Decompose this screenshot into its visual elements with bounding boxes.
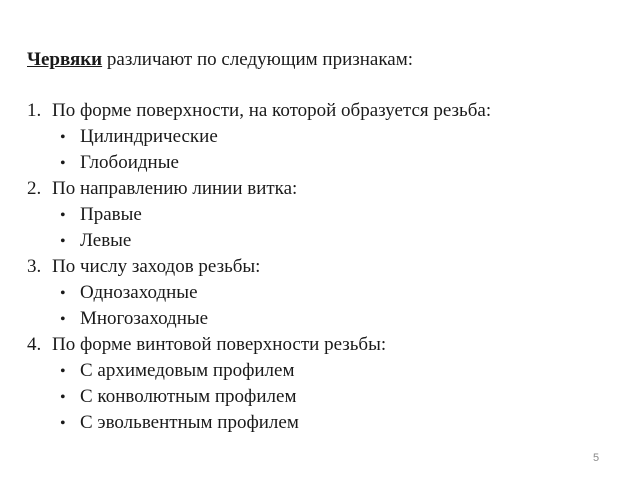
list-item bbox=[27, 202, 491, 228]
bullet-icon: • bbox=[60, 155, 66, 172]
list-item-text: Правые bbox=[80, 204, 142, 225]
intro-text: различают по следующим признакам: bbox=[102, 49, 414, 70]
criterion-subitems bbox=[27, 358, 491, 436]
page-number: 5 bbox=[593, 452, 600, 464]
list-item-text: Цилиндрические bbox=[80, 126, 218, 147]
bullet-icon: • bbox=[60, 363, 66, 380]
list-item-text: С конволютным профилем bbox=[80, 386, 297, 407]
intro-term: Червяки bbox=[27, 49, 103, 70]
criterion-number: 3. bbox=[27, 256, 42, 277]
intro-line bbox=[27, 48, 413, 72]
list-item bbox=[27, 280, 491, 306]
criterion-text: По числу заходов резьбы: bbox=[52, 256, 261, 277]
bullet-icon: • bbox=[60, 233, 66, 250]
list-item bbox=[27, 150, 491, 176]
bullet-icon: • bbox=[60, 389, 66, 406]
list-item-text: Многозаходные bbox=[80, 308, 209, 329]
list-item bbox=[27, 306, 491, 332]
list-item-text: Однозаходные bbox=[80, 282, 198, 303]
criterion-number: 2. bbox=[27, 178, 42, 199]
list-item bbox=[27, 410, 491, 436]
criterion-subitems bbox=[27, 280, 491, 332]
criterion-number: 4. bbox=[27, 334, 42, 355]
list-item bbox=[27, 124, 491, 150]
criterion-2 bbox=[27, 176, 491, 254]
list-item-text: Левые bbox=[80, 230, 132, 251]
bullet-icon: • bbox=[60, 415, 66, 432]
bullet-icon: • bbox=[60, 207, 66, 224]
criterion-text: По направлению линии витка: bbox=[52, 178, 298, 199]
criterion-4 bbox=[27, 332, 491, 436]
criterion-1 bbox=[27, 98, 491, 176]
criterion-text: По форме поверхности, на которой образуется резьба: bbox=[52, 100, 492, 121]
criterion-number: 1. bbox=[27, 100, 42, 121]
bullet-icon: • bbox=[60, 311, 66, 328]
list-item-text: С эвольвентным профилем bbox=[80, 412, 299, 433]
list-item-text: Глобоидные bbox=[80, 152, 179, 173]
bullet-icon: • bbox=[60, 129, 66, 146]
bullet-icon: • bbox=[60, 285, 66, 302]
list-item bbox=[27, 358, 491, 384]
criterion-subitems bbox=[27, 124, 491, 176]
list-item-text: С архимедовым профилем bbox=[80, 360, 295, 381]
criterion-text: По форме винтовой поверхности резьбы: bbox=[52, 334, 387, 355]
criteria-list bbox=[27, 98, 491, 436]
list-item bbox=[27, 384, 491, 410]
criterion-subitems bbox=[27, 202, 491, 254]
criterion-3 bbox=[27, 254, 491, 332]
list-item bbox=[27, 228, 491, 254]
